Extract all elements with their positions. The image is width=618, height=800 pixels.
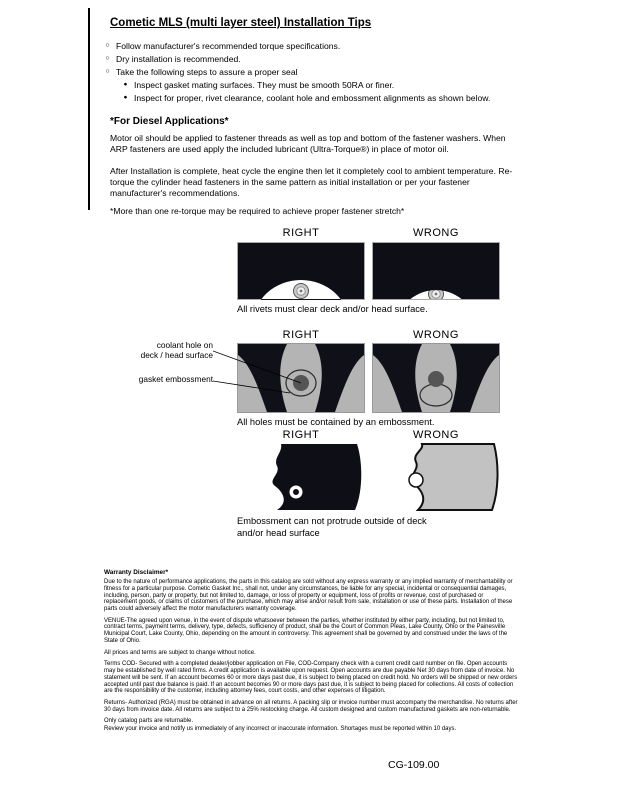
coolant-hole-label [117, 341, 213, 360]
bullet-text: Dry installation is recommended. [116, 54, 241, 65]
rivet-wrong-diagram [372, 242, 500, 300]
diesel-applications-heading: *For Diesel Applications* [110, 116, 229, 127]
dot-bullet-icon: ● [123, 94, 128, 102]
row1-wrong-header: WRONG [413, 227, 459, 239]
doc-code: CG-109.00 [388, 759, 440, 771]
bullet-item [103, 54, 543, 65]
coolant-hole-label-line1: coolant hole on [156, 340, 213, 350]
gasket-embossment-label: gasket embossment [138, 374, 213, 384]
embossment-wrong-diagram [372, 442, 500, 512]
bullet-text: Take the following steps to assure a proper seal [116, 67, 298, 78]
sub-bullet-item [121, 80, 543, 90]
bullet-text: Follow manufacturer's recommended torque specifications. [116, 41, 341, 51]
warranty-paragraph: VENUE-The agreed upon venue, in the event of dispute whatsoever between the parties, whether instituted by either party, including, but not limited to, contract terms, payment terms, delivery, type, defects, sufficiency of product, shall be the Court of Common Pleas, Lake County, Ohio or the Painesville Municipal Court, Lake County, Ohio, depending on the amount in controversy. This agreement shall be governed by and construed under the laws of the State of Ohio. [104, 617, 508, 644]
row3-wrong-header: WRONG [413, 429, 459, 441]
sub-bullet-text: Inspect gasket mating surfaces. They must be smooth 50RA or finer. [134, 80, 395, 91]
row1-caption: All rivets must clear deck and/or head surface. [237, 304, 428, 314]
embossment-right-diagram [237, 442, 365, 512]
circle-bullet-icon: ○ [105, 55, 110, 63]
circle-bullet-icon: ○ [105, 68, 110, 76]
warranty-paragraph: Returns- Authorized (RGA) must be obtained in advance on all returns. A packing slip or invoice number must accompany the merchandise. No returns after 30 days from invoice date. All returns are subject to a 25% restocking charge. All custom designed and custom manufactured gaskets are non-returnable. [104, 699, 518, 713]
page-title: Cometic MLS (multi layer steel) Installation Tips [110, 17, 372, 29]
dot-bullet-icon: ● [123, 81, 128, 89]
sub-bullet-text: Inspect for proper, rivet clearance, coolant hole and embossment alignments as shown below. [134, 93, 491, 104]
coolant-hole-label-line2: deck / head surface [140, 349, 213, 360]
row2-right-header: RIGHT [282, 329, 320, 341]
left-margin-rule [88, 8, 90, 210]
warranty-paragraph: Review your invoice and notify us immediately of any incorrect or inaccurate information. Shortages must be reported within 10 days. [104, 726, 457, 733]
tips-list [103, 41, 543, 106]
warranty-paragraph: Due to the nature of performance applications, the parts in this catalog are sold without any express warranty or any implied warranty of merchantability or fitness for a particular purpose. Cometic Gasket Inc., shall not, under any circumstances, be liable for any special, incidental or consequential damages, including, person, party or property, but not limited to, damage, or loss of property or equipment, loss of profits or revenue, cost of purchased or replacement goods, or claims of customers of the purchase, which may arise and/or result from sale, installation or use of these parts. Installation of these parts could adversely affect the motor manufacturers warranty coverage. [104, 579, 513, 613]
warranty-disclaimer [104, 569, 518, 738]
bullet-item [103, 67, 543, 78]
sub-bullet-item [121, 93, 543, 103]
bullet-item [103, 41, 543, 52]
row3-right-header: RIGHT [282, 429, 320, 441]
diesel-paragraph-2: After Installation is complete, heat cycle the engine then let it completely cool to ambient temperature. Re-torque the cylinder head fasteners in the same pattern as initial installation or per your fastener manufacturer's recommendations. [110, 166, 513, 198]
row3-caption-line1: Embossment can not protrude outside of deck [237, 516, 427, 526]
warranty-heading: Warranty Disclaimer* [104, 569, 169, 576]
row2-wrong-header: WRONG [413, 329, 459, 341]
warranty-paragraph: Only catalog parts are returnable. [104, 718, 194, 725]
row2-caption: All holes must be contained by an embossment. [237, 417, 435, 427]
warranty-paragraph: Terms COD- Secured with a completed dealer/jobber application on File, COD-Company check with a current credit card number on file. Open accounts may be established by well rated firms. A credit application is available upon request. Open accounts are due payable Net 30 days from date of invoice. No statement will be sent. If an account becomes 60 or more days past due, it is subject to being placed on credit hold. No orders will be shipped or new orders accepted until past due balance is paid. If an account becomes 90 or more days past due, it is subject to being placed for collections. All costs of collection are the responsibility of the customer, including attorney fees, court costs, and other expenses of litigation. [104, 661, 518, 695]
rivet-right-diagram [237, 242, 365, 300]
row1-right-header: RIGHT [282, 227, 320, 239]
coolant-hole-wrong-diagram [372, 343, 500, 413]
retorque-note: *More than one re-torque may be required to achieve proper fastener stretch* [110, 206, 405, 216]
row3-caption-line2: and/or head surface [237, 528, 320, 538]
diesel-paragraph-1: Motor oil should be applied to fastener threads as well as top and bottom of the fastener washers. When ARP fasteners are used apply the included lubricant (Ultra-Torque®) in place of motor oil. [110, 133, 506, 154]
warranty-paragraph: All prices and terms are subject to change without notice. [104, 649, 256, 656]
circle-bullet-icon: ○ [105, 42, 110, 49]
coolant-hole-right-diagram [237, 343, 365, 413]
